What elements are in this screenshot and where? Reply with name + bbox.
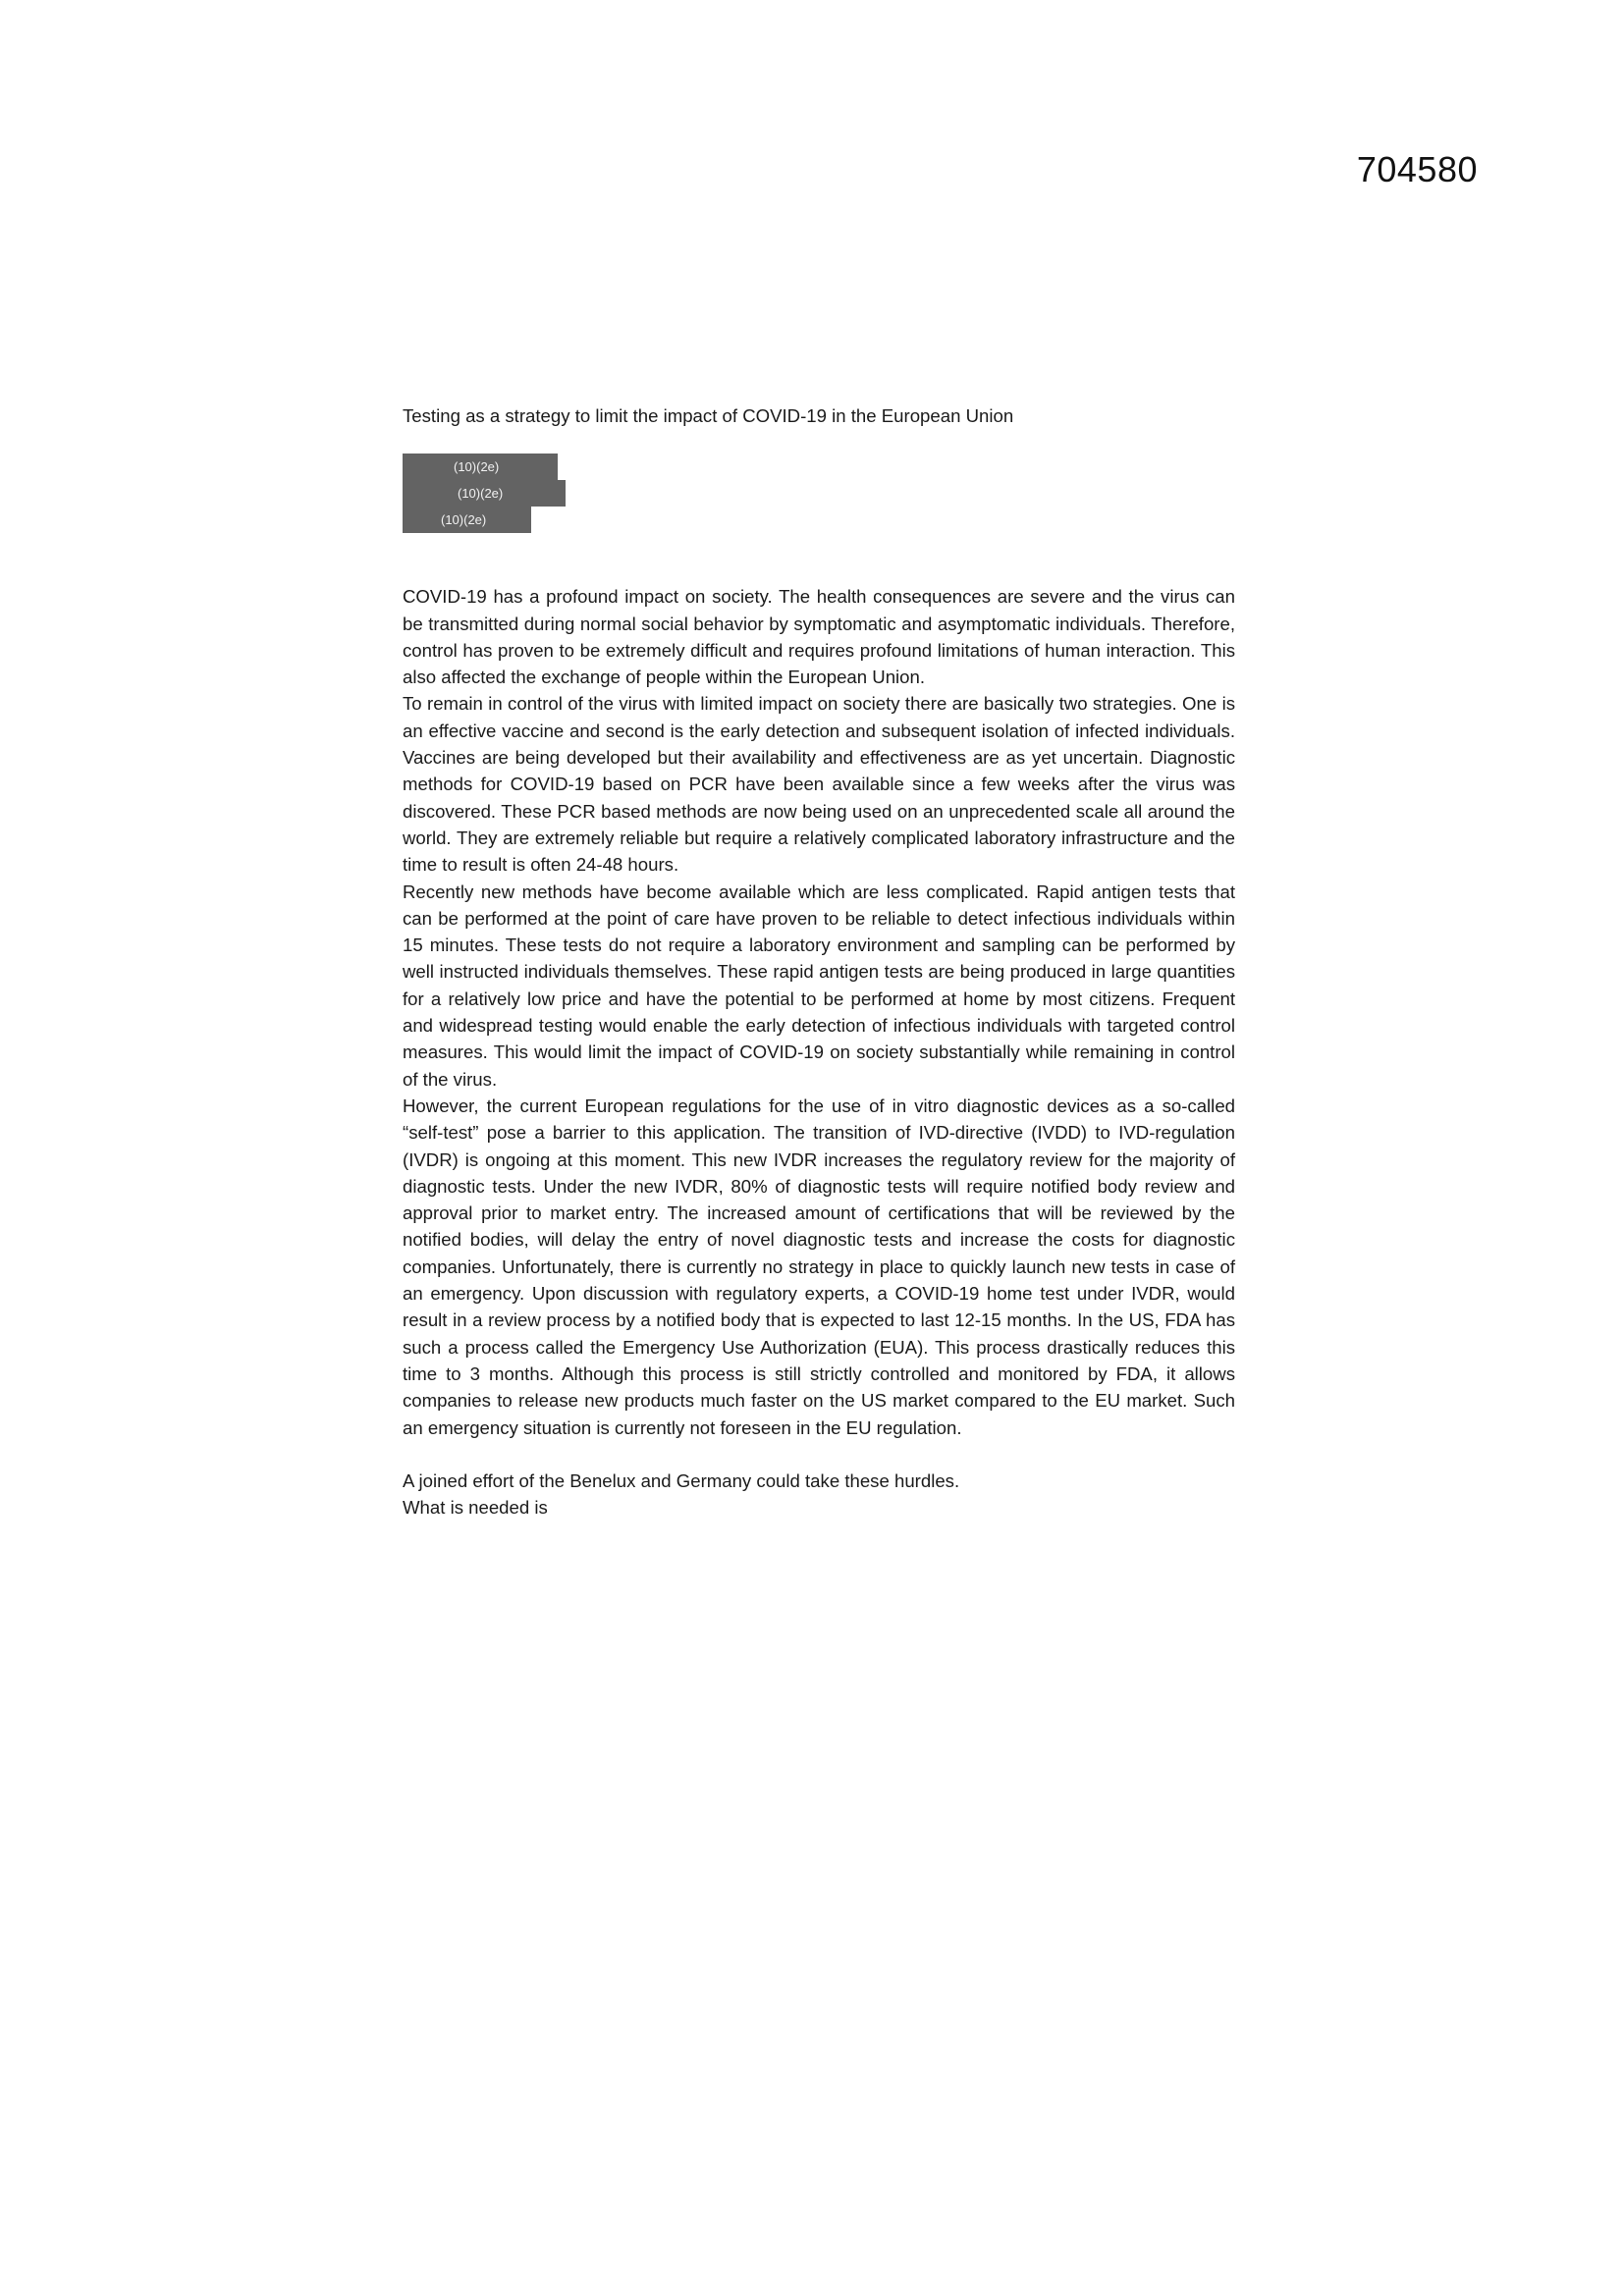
closing-line-what-is-needed: What is needed is [403,1497,548,1519]
paragraph-regulation: However, the current European regulations for the use of in vitro diagnostic devices as a so-called “self-test” pose a barrier to this application. The transition of IVD-directive (IVDD) to IVD-regulation (IVDR) is ongoing at this moment. This new IVDR increases the regulatory review for the majority of diagnostic tests. Under the new IVDR, 80% of diagnostic tests will require notified body review and approval prior to market entry. The increased amount of certifications that will be reviewed by the notified bodies, will delay the entry of novel diagnostic tests and increase the costs for diagnostic companies. Unfortunately, there is currently no strategy in place to quickly launch new tests in case of an emergency. Upon discussion with regulatory experts, a COVID-19 home test under IVDR, would result in a review process by a notified body that is expected to last 12-15 months. In the US, FDA has such a process called the Emergency Use Authorization (EUA). This process drastically reduces this time to 3 months. Although this process is still strictly controlled and monitored by FDA, it allows companies to release new products much faster on the US market compared to the EU market. Such an emergency situation is currently not foreseen in the EU regulation. [403,1095,1235,1438]
redaction-box: (10)(2e) [403,480,566,507]
document-body [403,402,1235,1521]
closing-line-joint-effort: A joined effort of the Benelux and Germany could take these hurdles. [403,1469,960,1491]
paragraph-impact: COVID-19 has a profound impact on society. The health consequences are severe and the virus can be transmitted during normal social behavior by symptomatic and asymptomatic individuals. Therefore, control has proven to be extremely difficult and requires profound limitations of human interaction. This also affected the exchange of people within the European Union. [403,586,1235,688]
body-text [403,583,1235,1521]
document-number: 704580 [1356,149,1478,189]
paragraph-strategies: To remain in control of the virus with limited impact on society there are basically two strategies. One is an effective vaccine and second is the early detection and subsequent isolation of infected individuals. Vaccines are being developed but their availability and effectiveness are as yet uncertain. Diagnostic methods for COVID-19 based on PCR have been available since a few weeks after the virus was discovered. These PCR based methods are now being used on an unprecedented scale all around the world. They are extremely reliable but require a relatively complicated laboratory infrastructure and the time to result is often 24-48 hours. [403,693,1235,876]
redaction-box: (10)(2e) [403,454,558,480]
closing-section [403,1468,1235,1522]
paragraph-rapid-tests: Recently new methods have become available which are less complicated. Rapid antigen tests that can be performed at the point of care have proven to be reliable to detect infectious individuals within 15 minutes. These tests do not require a laboratory environment and sampling can be performed by well instructed individuals themselves. These rapid antigen tests are being produced in large quantities for a relatively low price and have the potential to be performed at home by most citizens. Frequent and widespread testing would enable the early detection of infectious individuals with targeted control measures. This would limit the impact of COVID-19 on society substantially while remaining in control of the virus. [403,881,1235,1090]
redaction-block [403,454,1235,534]
redaction-box: (10)(2e) [403,507,531,533]
document-title: Testing as a strategy to limit the impact of COVID-19 in the European Union [403,405,1014,426]
